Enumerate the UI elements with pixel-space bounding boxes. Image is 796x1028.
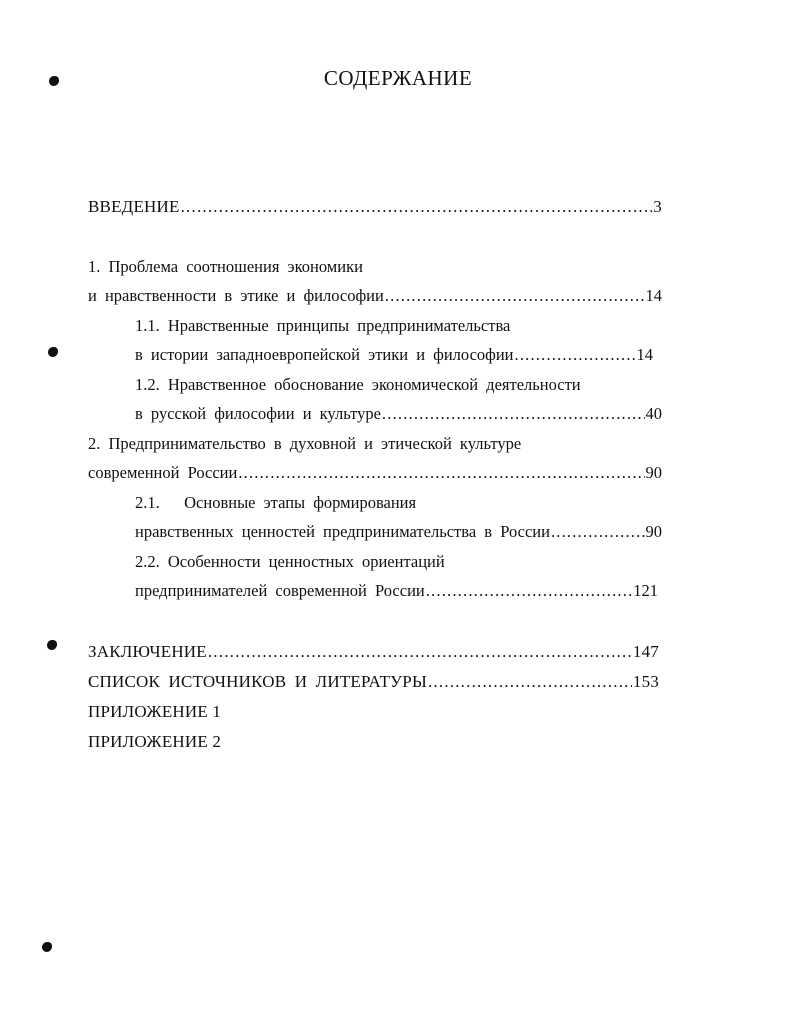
toc-entry-page: 3 xyxy=(653,197,662,216)
toc-entry-label: предпринимателей современной России xyxy=(135,581,425,600)
toc-leader-dots xyxy=(428,671,632,693)
toc-entry-label: современной России xyxy=(88,463,238,482)
toc-entry-intro xyxy=(88,196,662,218)
punch-mark xyxy=(42,942,52,952)
page-title: СОДЕРЖАНИЕ xyxy=(323,66,473,90)
toc-leader-dots xyxy=(238,462,644,484)
toc-entry-section-1-2 xyxy=(135,403,662,425)
toc-entry-page: 90 xyxy=(645,463,662,482)
toc-leader-dots xyxy=(551,521,645,543)
toc-entry-conclusion xyxy=(88,641,659,663)
punch-mark xyxy=(47,640,57,650)
toc-entry-chapter-1 xyxy=(88,285,662,307)
toc-chapter-1-title: 1. Проблема соотношения экономики xyxy=(88,257,363,276)
toc-entry-section-2-2 xyxy=(135,580,658,602)
toc-entry-label: в русской философии и культуре xyxy=(135,404,381,423)
toc-section-1-2-title: 1.2. Нравственное обоснование экономической деятельности xyxy=(135,375,581,394)
toc-entry-label: в истории западноевропейской этики и философии xyxy=(135,345,514,364)
toc-leader-dots xyxy=(382,403,645,425)
toc-section-1-1-title: 1.1. Нравственные принципы предпринимательства xyxy=(135,316,511,335)
toc-entry-chapter-2 xyxy=(88,462,662,484)
toc-leader-dots xyxy=(515,344,636,366)
toc-entry-appendix-2: ПРИЛОЖЕНИЕ 2 xyxy=(88,732,222,751)
toc-entry-page: 14 xyxy=(636,345,653,364)
toc-entry-page: 14 xyxy=(645,286,662,305)
toc-entry-page: 153 xyxy=(632,672,659,691)
toc-leader-dots xyxy=(208,641,632,663)
toc-leader-dots xyxy=(426,580,633,602)
toc-section-2-1-title: 2.1. Основные этапы формирования xyxy=(135,493,417,512)
toc-entry-label: СПИСОК ИСТОЧНИКОВ И ЛИТЕРАТУРЫ xyxy=(88,672,427,691)
toc-entry-page: 40 xyxy=(645,404,662,423)
toc-entry-label: и нравственности в этике и философии xyxy=(88,286,384,305)
toc-section-2-2-title: 2.2. Особенности ценностных ориентаций xyxy=(135,552,445,571)
toc-entry-label: нравственных ценностей предпринимательства в России xyxy=(135,522,550,541)
toc-entry-page: 121 xyxy=(633,581,658,600)
toc-entry-appendix-1: ПРИЛОЖЕНИЕ 1 xyxy=(88,702,222,721)
toc-entry-label: ЗАКЛЮЧЕНИЕ xyxy=(88,642,207,661)
toc-chapter-2-title: 2. Предпринимательство в духовной и этической культуре xyxy=(88,434,522,453)
toc-entry-sources xyxy=(88,671,659,693)
punch-mark xyxy=(48,347,58,357)
toc-entry-page: 90 xyxy=(645,522,662,541)
toc-entry-section-2-1 xyxy=(135,521,662,543)
toc-leader-dots xyxy=(385,285,645,307)
toc-entry-section-1-1 xyxy=(135,344,653,366)
toc-leader-dots xyxy=(181,196,653,218)
toc-entry-page: 147 xyxy=(632,642,659,661)
toc-entry-label: ВВЕДЕНИЕ xyxy=(88,197,180,216)
